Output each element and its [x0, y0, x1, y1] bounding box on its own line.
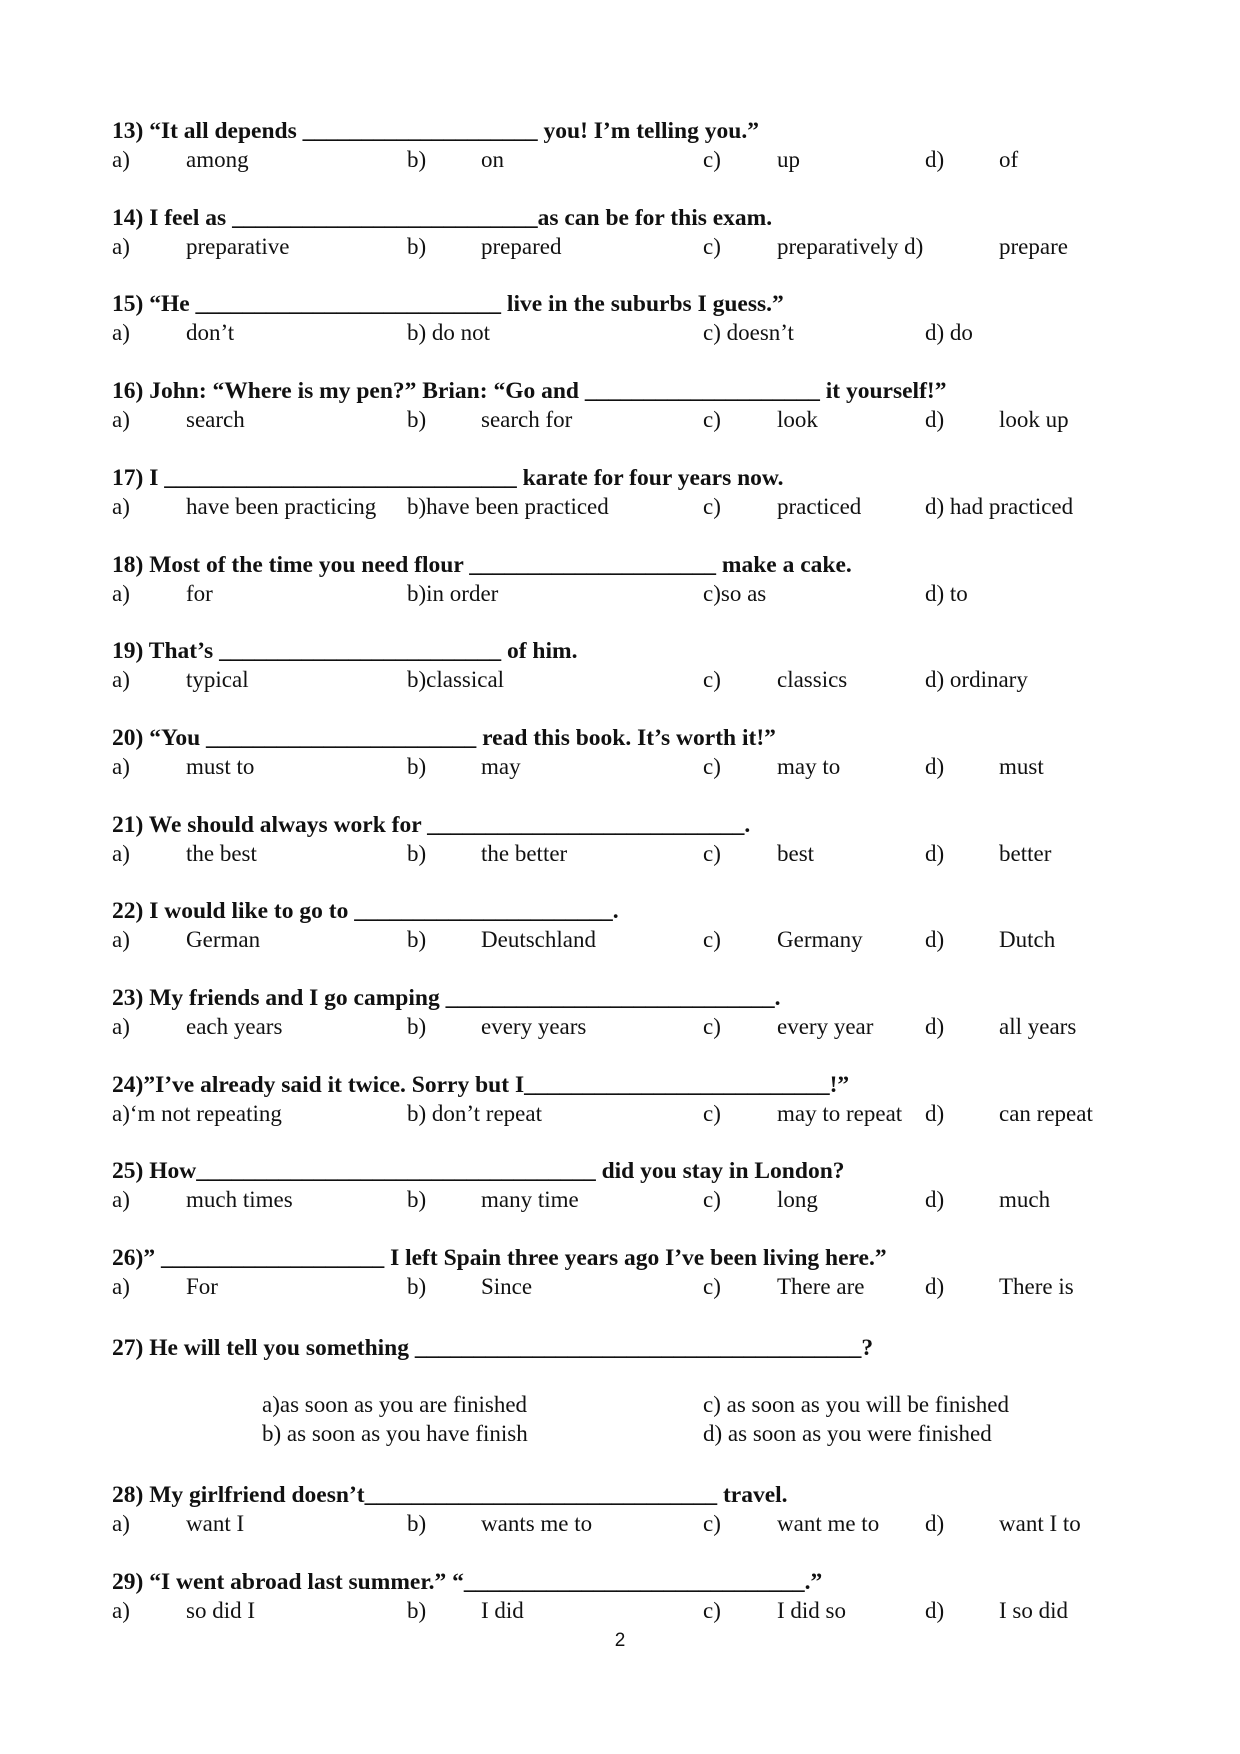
- question-block: [112, 290, 1122, 347]
- option-text: c): [703, 407, 721, 433]
- option-text: want me to: [777, 1511, 880, 1536]
- question-stem: 23) My friends and I go camping ____________________________.: [112, 985, 781, 1011]
- answer-options: [112, 579, 1122, 608]
- option-text: b): [407, 1014, 427, 1039]
- question-stem: 28) My girlfriend doesn’t______________________________ travel.: [112, 1482, 788, 1508]
- answer-options: [112, 1185, 1122, 1214]
- option-text: d) do: [925, 320, 973, 346]
- option-text: b): [407, 407, 427, 433]
- option-text: d): [925, 753, 945, 779]
- option-text: a): [112, 667, 130, 693]
- question-block: [112, 377, 1122, 434]
- option-text: much: [999, 1187, 1051, 1213]
- option-text: every year: [777, 1014, 874, 1039]
- question-stem: 27) He will tell you something ______________________________________?: [112, 1335, 874, 1361]
- option-text: a): [112, 1014, 130, 1039]
- option-text: b): [407, 753, 427, 779]
- option-text: must: [999, 753, 1044, 779]
- option-text: a)‘m not repeating: [112, 1100, 282, 1126]
- option-text: want I to: [999, 1511, 1081, 1536]
- option-text: a): [112, 1274, 130, 1300]
- option-text: a): [112, 580, 130, 606]
- question-27: [112, 1334, 1122, 1362]
- option-a: a)as soon as you are finished: [262, 1392, 528, 1417]
- option-text: c): [703, 927, 721, 953]
- option-text: b): [407, 1274, 427, 1300]
- question-block: [112, 637, 1122, 694]
- answer-options: [112, 1099, 1122, 1128]
- option-text: of: [999, 147, 1019, 172]
- option-text: b): [407, 147, 427, 172]
- answer-options: [112, 318, 1122, 347]
- option-text: much times: [186, 1187, 293, 1213]
- option-text: can repeat: [999, 1100, 1093, 1126]
- option-text: prepare: [999, 233, 1068, 259]
- option-text: d): [925, 1100, 945, 1126]
- answer-options: [112, 1012, 1122, 1041]
- option-text: for: [186, 580, 213, 606]
- option-text: b) don’t repeat: [407, 1100, 542, 1126]
- option-text: preparative: [186, 233, 290, 259]
- option-text: a): [112, 840, 130, 866]
- option-b: b) as soon as you have finish: [262, 1421, 528, 1446]
- option-text: b)classical: [407, 667, 505, 693]
- option-text: prepared: [481, 233, 562, 259]
- option-text: d): [925, 1274, 945, 1300]
- option-text: a): [112, 407, 130, 433]
- option-text: b): [407, 1187, 427, 1213]
- answer-options: [112, 405, 1122, 434]
- option-text: d): [925, 147, 945, 172]
- question-stem: 15) “He __________________________ live in the suburbs I guess.”: [112, 291, 784, 318]
- option-text: c): [703, 1511, 721, 1536]
- option-text: c): [703, 493, 721, 519]
- question-stem: 24)”I’ve already said it twice. Sorry but I__________________________!”: [112, 1071, 850, 1098]
- question-stem: 29) “I went abroad last summer.” “_____________________________.”: [112, 1568, 823, 1595]
- option-text: For: [186, 1274, 218, 1300]
- question-stem: 16) John: “Where is my pen?” Brian: “Go and ____________________ it yourself!”: [112, 378, 947, 405]
- option-text: the best: [186, 840, 257, 866]
- page-number: 2: [614, 1630, 626, 1651]
- option-text: c): [703, 1187, 721, 1213]
- option-text: b): [407, 1597, 427, 1623]
- option-text: There are: [777, 1274, 865, 1300]
- question-block: [112, 464, 1122, 521]
- option-text: c) doesn’t: [703, 320, 794, 346]
- answer-options: [112, 1596, 1122, 1625]
- question-block: [112, 724, 1122, 781]
- question-stem: 19) That’s ________________________ of him.: [112, 638, 578, 665]
- question-block: [112, 1568, 1122, 1625]
- option-text: I did: [481, 1597, 524, 1623]
- option-text: a): [112, 1187, 130, 1213]
- answer-options: [112, 232, 1122, 261]
- option-text: may: [481, 753, 521, 779]
- question-stem: 25) How__________________________________ did you stay in London?: [112, 1158, 845, 1185]
- option-text: d): [925, 1597, 945, 1623]
- option-text: a): [112, 147, 130, 172]
- option-text: a): [112, 927, 130, 953]
- option-text: b): [407, 233, 427, 259]
- answer-options: [112, 1509, 1122, 1538]
- option-text: a): [112, 320, 130, 346]
- option-d: d) as soon as you were finished: [703, 1421, 992, 1446]
- question-block: [112, 1157, 1122, 1214]
- question-block: [112, 811, 1122, 868]
- option-text: every years: [481, 1014, 587, 1039]
- option-text: There is: [999, 1274, 1074, 1300]
- option-text: c): [703, 1274, 721, 1300]
- option-text: each years: [186, 1014, 283, 1039]
- option-text: look up: [999, 407, 1069, 433]
- question-block: [112, 984, 1122, 1041]
- option-text: Germany: [777, 927, 863, 953]
- option-text: Dutch: [999, 927, 1056, 953]
- question-stem: 17) I ______________________________ karate for four years now.: [112, 464, 784, 491]
- answer-options: [112, 145, 1122, 174]
- option-text: search: [186, 407, 245, 433]
- question-stem: 14) I feel as __________________________as can be for this exam.: [112, 204, 773, 231]
- question-block: [112, 204, 1122, 261]
- option-text: long: [777, 1187, 818, 1213]
- option-text: c): [703, 147, 721, 172]
- option-text: classics: [777, 667, 848, 693]
- option-text: practiced: [777, 493, 862, 519]
- question-block: [112, 117, 1122, 174]
- option-text: must to: [186, 753, 255, 779]
- option-text: d) ordinary: [925, 667, 1028, 693]
- option-text: German: [186, 927, 261, 953]
- option-text: may to: [777, 753, 841, 779]
- option-text: a): [112, 1597, 130, 1623]
- option-text: have been practicing: [186, 493, 377, 519]
- option-text: d): [925, 1511, 945, 1536]
- option-text: I so did: [999, 1597, 1068, 1623]
- question-block: [112, 1071, 1122, 1128]
- option-text: c): [703, 233, 721, 259]
- answer-options: [112, 492, 1122, 521]
- question-stem: 18) Most of the time you need flour _____________________ make a cake.: [112, 551, 852, 578]
- option-text: b) do not: [407, 320, 491, 346]
- option-text: preparatively d): [777, 233, 924, 259]
- option-text: c)so as: [703, 580, 767, 606]
- option-text: look: [777, 407, 818, 433]
- option-text: d) had practiced: [925, 493, 1074, 519]
- option-text: c): [703, 1014, 721, 1039]
- option-text: c): [703, 667, 721, 693]
- option-text: c): [703, 1597, 721, 1623]
- option-text: a): [112, 233, 130, 259]
- option-text: a): [112, 1511, 130, 1536]
- question-stem: 21) We should always work for ___________________________.: [112, 811, 751, 838]
- option-text: best: [777, 840, 815, 866]
- option-text: up: [777, 147, 800, 172]
- option-text: Since: [481, 1274, 533, 1300]
- question-stem: 22) I would like to go to ______________________.: [112, 898, 619, 925]
- option-text: all years: [999, 1014, 1077, 1039]
- option-text: many time: [481, 1187, 579, 1213]
- option-text: wants me to: [481, 1511, 593, 1536]
- answer-options: [112, 665, 1122, 694]
- answer-options: [112, 752, 1122, 781]
- option-text: a): [112, 753, 130, 779]
- question-stem: 20) “You _______________________ read this book. It’s worth it!”: [112, 724, 776, 751]
- option-text: want I: [186, 1511, 245, 1536]
- option-text: I did so: [777, 1597, 846, 1623]
- option-text: better: [999, 840, 1052, 866]
- option-text: b): [407, 927, 427, 953]
- question-block: [112, 897, 1122, 954]
- option-text: d): [925, 927, 945, 953]
- option-text: b): [407, 840, 427, 866]
- option-text: c): [703, 840, 721, 866]
- answer-options: [112, 839, 1122, 868]
- option-text: b)have been practiced: [407, 493, 609, 519]
- option-text: search for: [481, 407, 573, 433]
- question-block: [112, 551, 1122, 608]
- option-text: d): [925, 840, 945, 866]
- option-text: on: [481, 147, 504, 172]
- option-text: so did I: [186, 1597, 255, 1623]
- answer-options: [112, 1272, 1122, 1301]
- option-c: c) as soon as you will be finished: [703, 1392, 1009, 1417]
- option-text: among: [186, 147, 249, 172]
- option-text: the better: [481, 840, 568, 866]
- question-block: [112, 1481, 1122, 1538]
- question-stem: 26)” ___________________ I left Spain three years ago I’ve been living here.”: [112, 1245, 887, 1272]
- option-text: b)in order: [407, 580, 499, 606]
- option-text: c): [703, 1100, 721, 1126]
- option-text: d): [925, 407, 945, 433]
- option-text: don’t: [186, 320, 235, 346]
- option-text: d) to: [925, 580, 968, 606]
- option-text: a): [112, 493, 130, 519]
- option-text: may to repeat: [777, 1100, 903, 1126]
- option-text: d): [925, 1014, 945, 1039]
- question-block: [112, 1244, 1122, 1301]
- answer-options: [112, 925, 1122, 954]
- option-text: typical: [186, 667, 249, 693]
- option-text: c): [703, 753, 721, 779]
- option-text: b): [407, 1511, 427, 1536]
- option-text: d): [925, 1187, 945, 1213]
- question-stem: 13) “It all depends ____________________ you! I’m telling you.”: [112, 118, 759, 144]
- option-text: Deutschland: [481, 927, 596, 953]
